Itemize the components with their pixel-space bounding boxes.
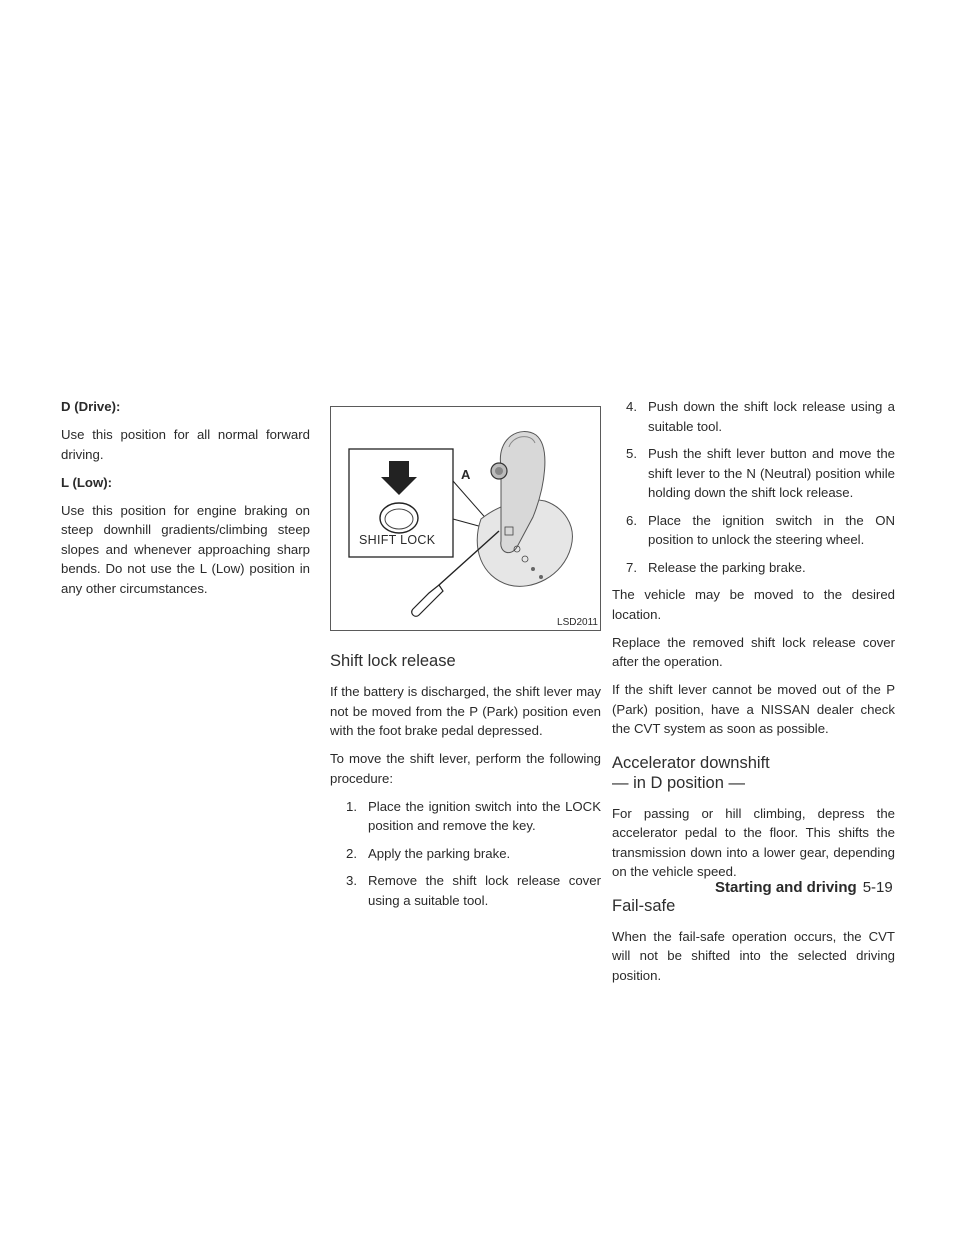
steps-list-2 [612,397,895,577]
move-vehicle-text: The vehicle may be moved to the desired location. [612,587,895,622]
page-footer [715,879,893,897]
list-item: 3. Remove the shift lock release cover using a suitable tool. [346,873,601,908]
list-item: 1. Place the ignition switch into the LOCK position and remove the key. [346,798,601,833]
column-middle [330,396,601,918]
fail-safe-text: When the fail-safe operation occurs, the CVT will not be shifted into the selected driving position. [612,928,895,983]
column-left [61,397,310,607]
low-heading: L (Low): [61,474,113,490]
fail-safe-heading: Fail-safe [612,896,676,915]
shift-lock-p1: If the battery is discharged, the shift lever may not be moved from the P (Park) position even with the foot brake pedal depressed. [330,684,601,738]
callout-a: A [461,467,471,482]
shift-lock-label: SHIFT LOCK [359,533,436,547]
shift-lock-p2: To move the shift lever, perform the following procedure: [330,751,601,786]
replace-cover-text: Replace the removed shift lock release cover after the operation. [612,634,895,669]
drive-text: Use this position for all normal forward driving. [61,427,310,462]
accelerator-downshift-text: For passing or hill climbing, depress the accelerator pedal to the floor. This shifts the transmission down into a lower gear, depending on the vehicle speed. [612,805,895,879]
page-number: 5-19 [862,879,893,896]
low-text: Use this position for engine braking on steep downhill gradients/climbing steep slopes and whenever approaching sharp bends. Do not use the L (Low) position in any other circumstances. [61,502,310,596]
list-item: 5. Push the shift lever button and move the shift lever to the N (Neutral) position while holding down the shift lock release. [626,446,895,500]
dealer-check-text: If the shift lever cannot be moved out of the P (Park) position, have a NISSAN dealer check the CVT system as soon as possible. [612,682,895,736]
accelerator-downshift-heading: Accelerator downshift — in D position — [612,753,770,792]
list-item: 7. Release the parking brake. [626,559,806,575]
shift-lock-figure [330,406,601,631]
list-item: 6. Place the ignition switch in the ON position to unlock the steering wheel. [626,512,895,547]
shift-lock-illustration [331,407,600,630]
column-right [612,397,895,994]
drive-heading: D (Drive): [61,399,121,414]
steps-list-1 [330,797,601,911]
figure-caption: LSD2011 [557,617,598,628]
list-item: 4. Push down the shift lock release using a suitable tool. [626,399,895,434]
shift-lock-release-heading: Shift lock release [330,652,456,670]
screwdriver-handle-icon [412,585,443,616]
list-item: 2. Apply the parking brake. [346,845,511,861]
section-title: Starting and driving [715,879,857,896]
